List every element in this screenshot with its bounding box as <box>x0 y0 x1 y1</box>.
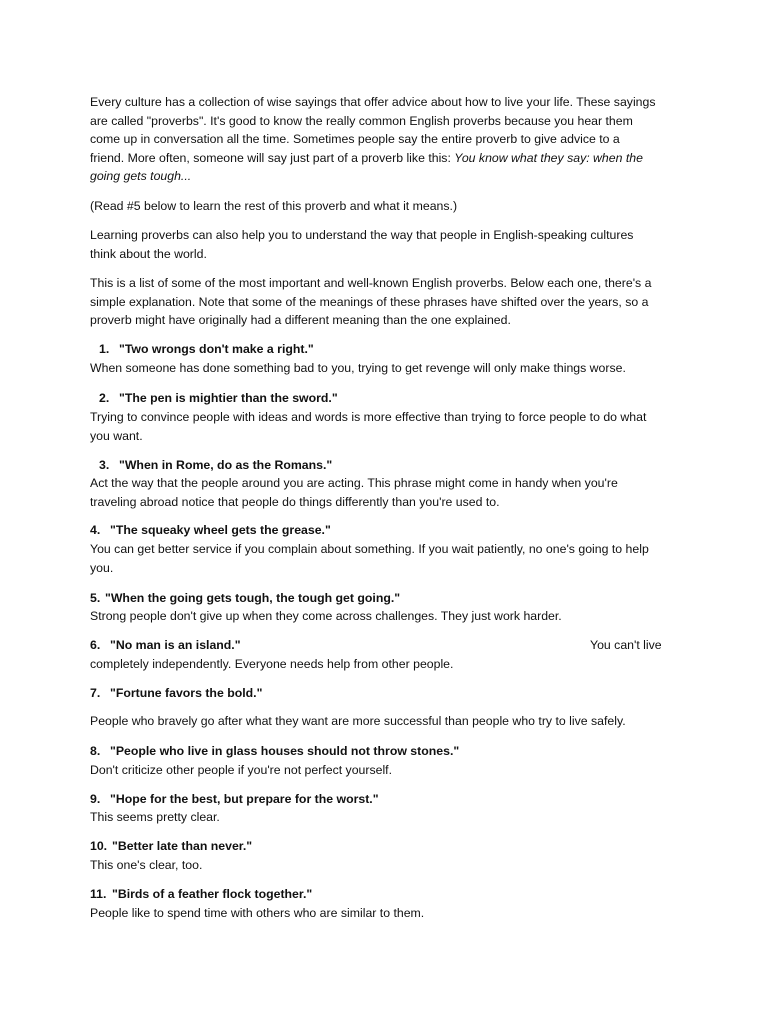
proverb-title: "Better late than never." <box>112 839 253 853</box>
proverb-number: 9. <box>90 792 101 806</box>
intro-p1-line: Every culture has a collection of wise sayings that offer advice about how to live your life. These sayings <box>90 95 656 109</box>
intro-p1-line <box>90 149 678 168</box>
proverb-10-explanation: This one's clear, too. <box>90 858 203 872</box>
proverb-11-explanation: People like to spend time with others who are similar to them. <box>90 906 425 920</box>
proverb-2-heading <box>99 389 338 408</box>
proverb-7-explanation: People who bravely go after what they want are more successful than people who try to live safely. <box>90 714 626 728</box>
proverb-5-explanation: Strong people don't give up when they come across challenges. They just work harder. <box>90 609 562 623</box>
intro-paragraph-1 <box>90 93 678 186</box>
intro-p4-line: This is a list of some of the most important and well-known English proverbs. Below each one, there's a <box>90 276 652 290</box>
proverb-title: "Hope for the best, but prepare for the worst." <box>110 792 379 806</box>
proverb-7-heading <box>90 684 262 703</box>
proverb-number: 3. <box>99 458 110 472</box>
intro-p1-line: come up in conversation all the time. Sometimes people say the entire proverb to give advice to a <box>90 132 620 146</box>
intro-p1-italic-line2: going gets tough... <box>90 169 192 183</box>
intro-p4-line: simple explanation. Note that some of the meanings of these phrases have shifted over the years, so a <box>90 294 649 309</box>
proverb-9-explanation: This seems pretty clear. <box>90 810 220 824</box>
proverb-3-explanation: Act the way that the people around you are acting. This phrase might come in handy when you're traveling abroad notice that people do things differently than you're used to. <box>90 476 618 509</box>
proverb-number: 1. <box>99 342 110 356</box>
proverb-5-heading <box>90 589 400 608</box>
intro-paragraph-2: (Read #5 below to learn the rest of this proverb and what it means.) <box>90 199 458 213</box>
proverb-10-heading <box>90 837 252 856</box>
proverb-8-explanation: Don't criticize other people if you're not perfect yourself. <box>90 763 393 777</box>
proverb-title: "Fortune favors the bold." <box>110 686 263 700</box>
intro-p4-line: proverb might have originally had a different meaning than the one explained. <box>90 313 511 327</box>
proverb-1-explanation: When someone has done something bad to you, trying to get revenge will only make things worse. <box>90 361 626 375</box>
proverb-4-explanation: You can get better service if you complain about something. If you wait patiently, no one's going to help you. <box>90 542 649 575</box>
proverb-9-heading <box>90 790 379 809</box>
proverb-title: "No man is an island." <box>110 638 241 652</box>
proverb-title: "When in Rome, do as the Romans." <box>119 458 333 472</box>
proverb-6-heading <box>90 636 241 655</box>
intro-paragraph-3 <box>90 226 678 263</box>
proverb-4-heading <box>90 521 331 540</box>
proverb-number: 8. <box>90 744 101 758</box>
proverb-number: 6. <box>90 638 101 652</box>
proverb-number: 4. <box>90 523 101 537</box>
proverb-6-explanation-end: completely independently. Everyone needs help from other people. <box>90 657 454 671</box>
proverb-title: "The squeaky wheel gets the grease." <box>110 523 331 537</box>
proverb-2-explanation: Trying to convince people with ideas and words is more effective than trying to force people to do what you want. <box>90 410 647 443</box>
proverb-number: 5. <box>90 591 101 605</box>
intro-p1-text: friend. More often, someone will say just part of a proverb like this: <box>90 150 455 165</box>
proverb-title: "The pen is mightier than the sword." <box>119 391 338 405</box>
proverb-title: "People who live in glass houses should not throw stones." <box>110 744 460 758</box>
proverb-number: 10. <box>90 839 108 853</box>
proverb-number: 11. <box>90 887 107 901</box>
intro-p1-line: are called "proverbs". It's good to know the really common English proverbs because you hear them <box>90 113 633 128</box>
intro-p1-italic: You know what they say: when the <box>454 150 643 165</box>
proverb-number: 2. <box>99 391 110 405</box>
intro-paragraph-4 <box>90 274 678 330</box>
proverb-6-explanation-start: You can't live <box>590 638 662 652</box>
proverb-11-heading <box>90 885 312 904</box>
proverb-3-heading <box>99 456 332 475</box>
proverb-8-heading <box>90 742 459 761</box>
proverb-title: "When the going gets tough, the tough get going." <box>105 591 401 605</box>
intro-p3-line: think about the world. <box>90 246 207 261</box>
proverb-title: "Birds of a feather flock together." <box>112 887 313 901</box>
intro-p3-line: Learning proverbs can also help you to understand the way that people in English-speaking cultures <box>90 228 634 242</box>
proverb-1-heading <box>99 340 314 359</box>
proverb-title: "Two wrongs don't make a right." <box>119 342 314 356</box>
proverb-number: 7. <box>90 686 101 700</box>
